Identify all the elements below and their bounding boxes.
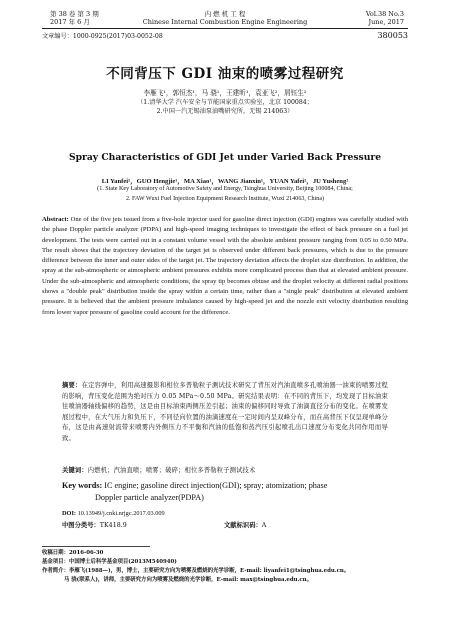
keywords-en-text-2: Doppler particle analyzer(PDPA) [95, 493, 204, 502]
affiliation-cn-1: （1.清华大学 汽车安全与节能国家重点实验室，北京 100084； [137, 99, 313, 106]
affiliation-cn-2: 2.中国一汽无锡油泵油嘴研究所，无锡 214063） [156, 108, 294, 115]
keywords-en [62, 480, 388, 504]
article-number: 文章编号：1000-0925(2017)03-0052-08 [42, 33, 163, 40]
doi-line [62, 510, 165, 517]
title-en: Spray Characteristics of GDI Jet under Varied Back Pressure [68, 152, 382, 163]
keywords-en-label: Key words: [62, 481, 103, 490]
header-rule [42, 28, 408, 29]
footnote-rule [42, 546, 150, 547]
authors-cn: 李雁飞¹，郭恒杰¹，马 骁¹，王建昕¹，袁亚飞²，屑钰生² [143, 89, 307, 97]
clc-value: TK418.9 [99, 522, 127, 529]
footnote-received: 收稿日期：2016-06-30 [42, 550, 104, 556]
header-issue-line: Vol.38 No.3 [365, 10, 404, 18]
abstract-en [42, 215, 408, 318]
journal-name-en: Chinese Internal Combustion Engine Engineering [142, 18, 308, 26]
doc-code-value: A [261, 522, 267, 529]
abstract-cn [62, 381, 388, 445]
affiliation-en-2: 2. FAW Wuxi Fuel Injection Equipment Research Institute, Wuxi 214063, China) [125, 196, 325, 202]
doc-code-line [224, 520, 266, 529]
keywords-en-text-1: IC engine; gasoline direct injection(GDI); spray; atomization; phase [102, 481, 328, 490]
title-cn: 不同背压下 GDI 油束的喷雾过程研究 [106, 66, 344, 82]
article-code: 380053 [377, 31, 408, 40]
clc-line [62, 520, 127, 529]
doc-code-label: 文献标识码： [224, 522, 262, 529]
header-month-line: June, 2017 [368, 18, 404, 26]
clc-label: 中图分类号： [62, 522, 100, 529]
abstract-en-text: One of the five jets issued from a five-hole injector used for gasoline direct injection (GDI) engines was carefully studied with the phase Doppler particle analyzer (PDPA) and high-speed imaging techniques to investigate the effect of back pressure on a fuel jet development. The tests were carried out in a constant volume vessel with the absolute ambient pressure ranging from 0.05 to 0.50 MPa. The result shows that the trajectory deviation of the target jet is observed under different back pressures, which is due to the pressure difference between the inner and outer sides of the target jet. The trajectory deviation affects the droplet size distribution. In addition, the spray at the sub-atmospheric or atmospheric ambient pressures exhibits more complicated process than that at elevated ambient pressure. Under the sub-atmospheric and atmospheric conditions, the spray tip becomes obtuse and the droplet velocity at different radial positions shows a "double peak" distribution inside the spray within a certain time, rather than a "single peak" distribution at elevated ambient pressure. It is believed that the ambient pressure imbalance caused by high-speed jet and the nozzle exit velocity distribution resulting from lower vapor pressure of gasoline could account for the difference. [42, 216, 408, 316]
header-issue [334, 10, 404, 26]
keywords-cn [62, 466, 388, 477]
abstract-cn-text: 在定容弹中，利用高速摄影和相位多普勒粒子测试技术研究了背压对汽油直喷多孔喷油器一油束的喷雾过程的影响，背压变化范围为绝对压力 0.05 MPa～0.50 MPa。研究结果表明：在不同的背压下，均发现了目标油束往喷油器轴线偏移的趋势，这是由目标油束两侧压差引起；油束的偏移同时导致了油滴直径分布的变化。在喷雾发展过程中，在大气压力和负压下，不同径向位置的油滴速度在一定时间内呈双峰分布，而在高背压下仅呈现单峰分布，这是由高速射流带来喷雾内外侧压力不平衡和汽油的低饱和蒸汽压引起喷孔出口速度分布变化共同作用而导致。 [62, 382, 388, 442]
abstract-cn-label: 摘要： [62, 382, 82, 389]
header-date-line: 2017 年 6 月 [50, 18, 90, 26]
keywords-cn-text: 内燃机；汽油直喷；喷雾；破碎；相位多普勒粒子测试技术 [87, 467, 256, 474]
doi-label: DOI: [62, 510, 76, 517]
journal-name-cn: 内 燃 机 工 程 [204, 10, 246, 18]
journal-name [120, 10, 330, 26]
footnote-funding: 基金项目：中国博士后科学基金项目(2013M540940) [42, 559, 177, 565]
footnotes [42, 549, 408, 585]
keywords-cn-label: 关键词： [62, 467, 88, 474]
header-volume [50, 10, 130, 26]
authors-en: LI Yanfei¹，GUO Hengjie¹，MA Xiao¹，WANG Jianxin¹，YUAN Yafei²，JU Yusheng² [101, 178, 349, 185]
footnote-author-2: 马 骁(联系人)，讲师，主要研究方向为喷雾及燃烧的光学诊断，E-mail: max@tsinghua.edu.cn。 [64, 577, 312, 583]
doi-value: 10.13949/j.cnki.nrjgc.2017.03.009 [77, 510, 165, 517]
footnote-author-1: 作者简介：李雁飞(1988—)，男，博士，主要研究方向为喷雾及燃烧的光学诊断，E-mail: liyanfei1@tsinghua.edu.cn。 [42, 568, 350, 574]
affiliation-en-1: (1. State Key Laboratory of Automotive Safety and Energy, Tsinghua University, Beijing 100084, China; [97, 186, 353, 192]
abstract-en-label: Abstract: [42, 216, 69, 223]
header-volume-line: 第 38 卷 第 3 期 [50, 10, 99, 18]
